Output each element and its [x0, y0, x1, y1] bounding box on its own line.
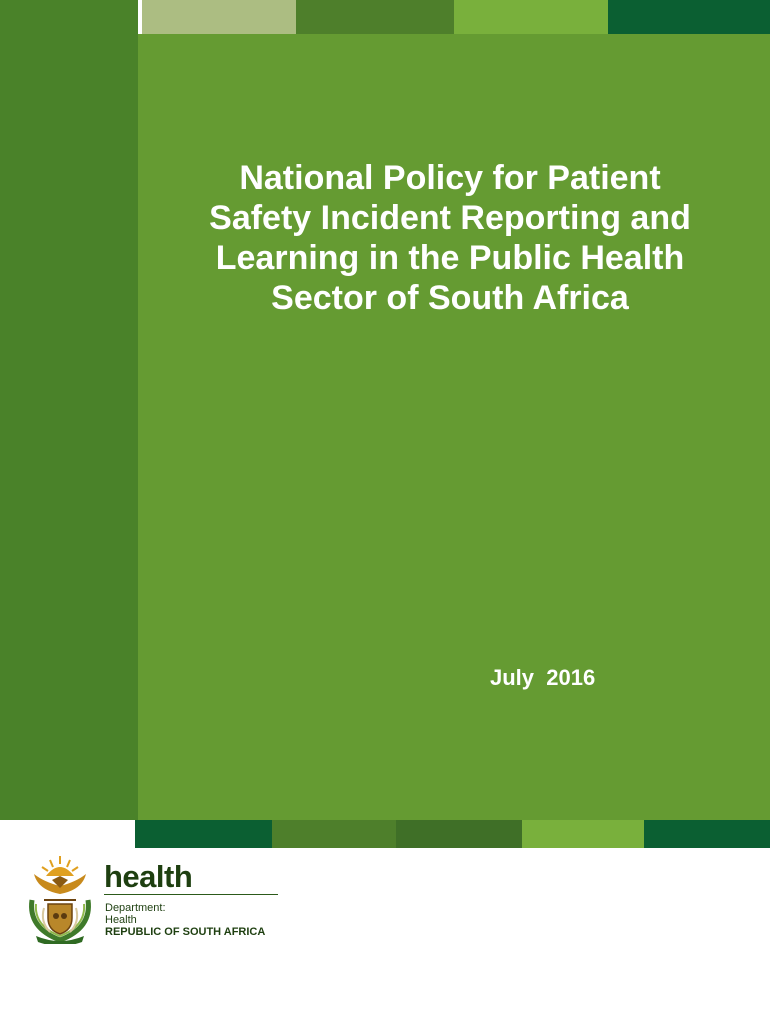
brand-divider [104, 894, 278, 895]
title-line: Sector of South Africa [271, 279, 629, 317]
left-dark-band [0, 0, 138, 848]
department-name: Health [105, 914, 137, 926]
country-name: REPUBLIC OF SOUTH AFRICA [105, 926, 266, 938]
title-line: National Policy for Patient [239, 159, 661, 197]
title-line: Safety Incident Reporting and [209, 199, 691, 237]
stripe-deep-green [644, 820, 770, 848]
department-logo [22, 852, 292, 952]
stripe-white-gap [0, 820, 135, 848]
department-label: Department: [105, 902, 166, 914]
stripe-lime [522, 820, 644, 848]
stripe-lime [454, 0, 608, 34]
cover-panel [138, 0, 770, 820]
top-color-stripes [138, 0, 770, 34]
brand-name: health [104, 859, 193, 894]
bottom-color-stripes [0, 820, 770, 848]
document-title [170, 158, 730, 318]
stripe-olive [296, 0, 454, 34]
publication-date: July 2016 [490, 665, 596, 690]
stripe-olive [272, 820, 396, 848]
stripe-deep-green [608, 0, 770, 34]
stripe-deep-green [135, 820, 272, 848]
coat-of-arms-icon [22, 852, 98, 944]
title-line: Learning in the Public Health [215, 239, 685, 277]
stripe-dark-olive [396, 820, 522, 848]
stripe-sage [142, 0, 296, 34]
